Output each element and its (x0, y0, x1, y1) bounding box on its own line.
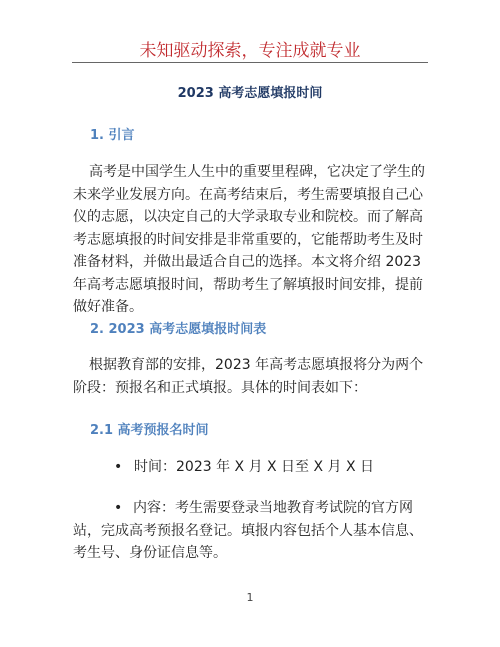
list-item-text: 时间：2023 年 X 月 X 日至 X 月 X 日 (134, 459, 375, 475)
page-header: 未知驱动探索，专注成就专业 (139, 41, 361, 61)
section-heading-intro: 1. 引言 (90, 128, 135, 143)
list-item (73, 497, 433, 565)
intro-paragraph: 高考是中国学生人生中的重要里程碑，它决定了学生的未来学业发展方向。在高考结束后，考生需要填报自己心仪的志愿，以决定自己的大学录取专业和院校。而了解高考志愿填报的时间安排是非常重要的，它能帮助考生及时准备材料，并做出最适合自己的选择。本文将介绍 2023 年高考志愿填报时间，帮助考生了解填报时间安排，提前做好准备。 (73, 164, 425, 315)
section-heading-schedule: 2. 2023 高考志愿填报时间表 (90, 322, 267, 337)
list-item-text: 内容：考生需要登录当地教育考试院的官方网站，完成高考预报名登记。填报内容包括个人基本信息、考生号、身份证信息等。 (73, 500, 423, 561)
list-item (100, 456, 430, 479)
header-divider (72, 62, 428, 63)
section-heading-prereg: 2.1 高考预报名时间 (90, 423, 209, 438)
bullet-icon: • (114, 459, 123, 475)
document-title: 2023 高考志愿填报时间 (177, 86, 323, 101)
schedule-paragraph: 根据教育部的安排，2023 年高考志愿填报将分为两个阶段：预报名和正式填报。具体的时间表如下： (73, 357, 424, 396)
bullet-icon: • (114, 500, 123, 516)
page-number: 1 (246, 591, 254, 604)
